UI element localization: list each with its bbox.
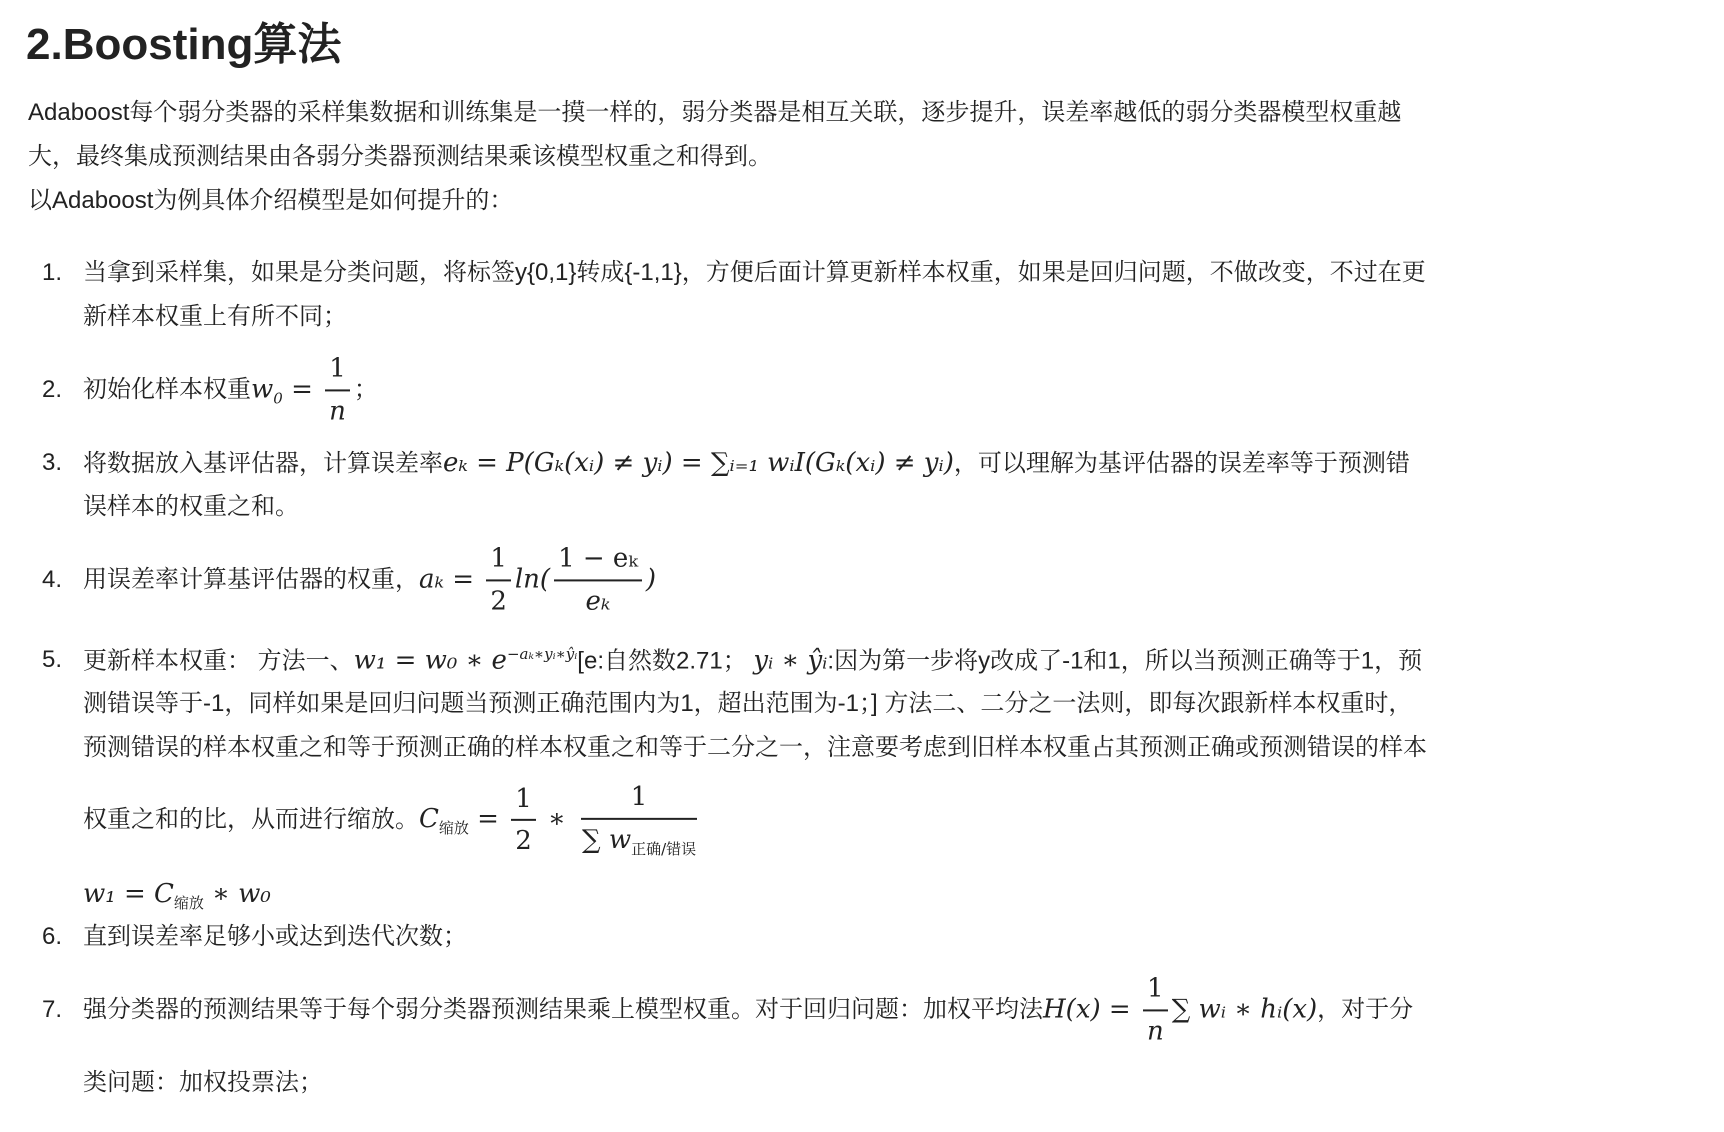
list-number: 2. (42, 376, 63, 403)
list-item-text: 新样本权重上有所不同； (83, 303, 347, 330)
list-item-2: 初始化样本权重$w_0$ = $\frac{1}{n}$ ； (83, 353, 378, 426)
list-item-3: 将数据放入基评估器，计算误差率eₖ = P(Gₖ(xᵢ) ≠ yᵢ) = ∑ᵢ₌₁ wᵢI(Gₖ(xᵢ) ≠ yᵢ)，可以理解为基评估器的误差率等于预测错 (83, 448, 1410, 478)
list-item-5-scale: 权重之和的比，从而进行缩放。$C_{缩放}$ = $\frac{1}{2}$ ∗ $\frac{1}{\sum w_{正确/错误}}$ (83, 783, 704, 857)
list-item-text: 误样本的权重之和。 (83, 493, 299, 520)
list-item-text: 测错误等于-1，同样如果是回归问题当预测正确范围内为1，超出范围为-1；] 方法二、二分之一法则，即每次跟新样本权重时， (83, 690, 1413, 717)
formula-error-rate: eₖ = P(Gₖ(xᵢ) ≠ yᵢ) = ∑ᵢ₌₁ wᵢI(Gₖ(xᵢ) ≠ yᵢ) (443, 448, 954, 478)
formula-weight-update: w₁ = w₀ ∗ $e^{-a_k∗yᵢ∗ŷᵢ}$ (353, 644, 578, 676)
section-title: 2.Boosting算法 (26, 20, 342, 69)
list-number: 3. (42, 449, 63, 476)
list-item-5: 更新样本权重： 方法一、w₁ = w₀ ∗ $e^{-a_k∗yᵢ∗ŷᵢ}[e$:自然数2.71； yᵢ ∗ ŷᵢ:因为第一步将y改成了-1和1，所以当预测正确等于1，预 (83, 644, 1423, 676)
list-item-text: 初始化样本权重 (83, 376, 251, 403)
formula-weighted-average: H(x) = $\frac{1}{n}$ ∑ wᵢ ∗ hᵢ(x) (1043, 973, 1318, 1046)
list-item-text: 类问题：加权投票法； (83, 1069, 323, 1096)
formula-alpha: aₖ = $\frac{1}{2}$ ln( $\frac{\text{1 − eₖ}}{\text{eₖ}}$ ) (419, 543, 656, 616)
list-item-text: 当拿到采样集，如果是分类问题，将标签y{0,1}转成{-1,1}，方便后面计算更新样本权重，如果是回归问题，不做改变，不过在更 (83, 259, 1426, 286)
formula-scale: $C_{缩放}$ = $\frac{1}{2}$ ∗ $\frac{1}{\sum w_{正确/错误}}$ (419, 781, 697, 858)
list-item-text: 直到误差率足够小或达到迭代次数； (83, 923, 467, 950)
list-item-4: 用误差率计算基评估器的权重，aₖ = $\frac{1}{2}$ ln( $\frac{\text{1 − eₖ}}{\text{eₖ}}$ ) (83, 543, 656, 616)
intro-line: Adaboost每个弱分类器的采样集数据和训练集是一摸一样的，弱分类器是相互关联，逐步提升，误差率越低的弱分类器模型权重越 (28, 99, 1402, 126)
list-number: 1. (42, 259, 63, 286)
list-item-text: 预测错误的样本权重之和等于预测正确的样本权重之和等于二分之一，注意要考虑到旧样本权重占其预测正确或预测错误的样本 (83, 734, 1427, 761)
list-number: 4. (42, 566, 63, 593)
formula-w1: $w_1 = C_{缩放}$ ∗ w₀ (83, 878, 271, 913)
intro-line: 以Adaboost为例具体介绍模型是如何提升的： (28, 187, 514, 214)
list-number: 5. (42, 646, 63, 673)
formula-w0: $w_0$ = $\frac{1}{n}$ (251, 374, 354, 404)
list-item-7: 强分类器的预测结果等于每个弱分类器预测结果乘上模型权重。对于回归问题：加权平均法H(x) = $\frac{1}{n}$ ∑ wᵢ ∗ hᵢ(x)，对于分 (83, 973, 1414, 1046)
list-number: 6. (42, 923, 63, 950)
intro-line: 大，最终集成预测结果由各弱分类器预测结果乘该模型权重之和得到。 (28, 143, 772, 170)
list-number: 7. (42, 996, 63, 1023)
